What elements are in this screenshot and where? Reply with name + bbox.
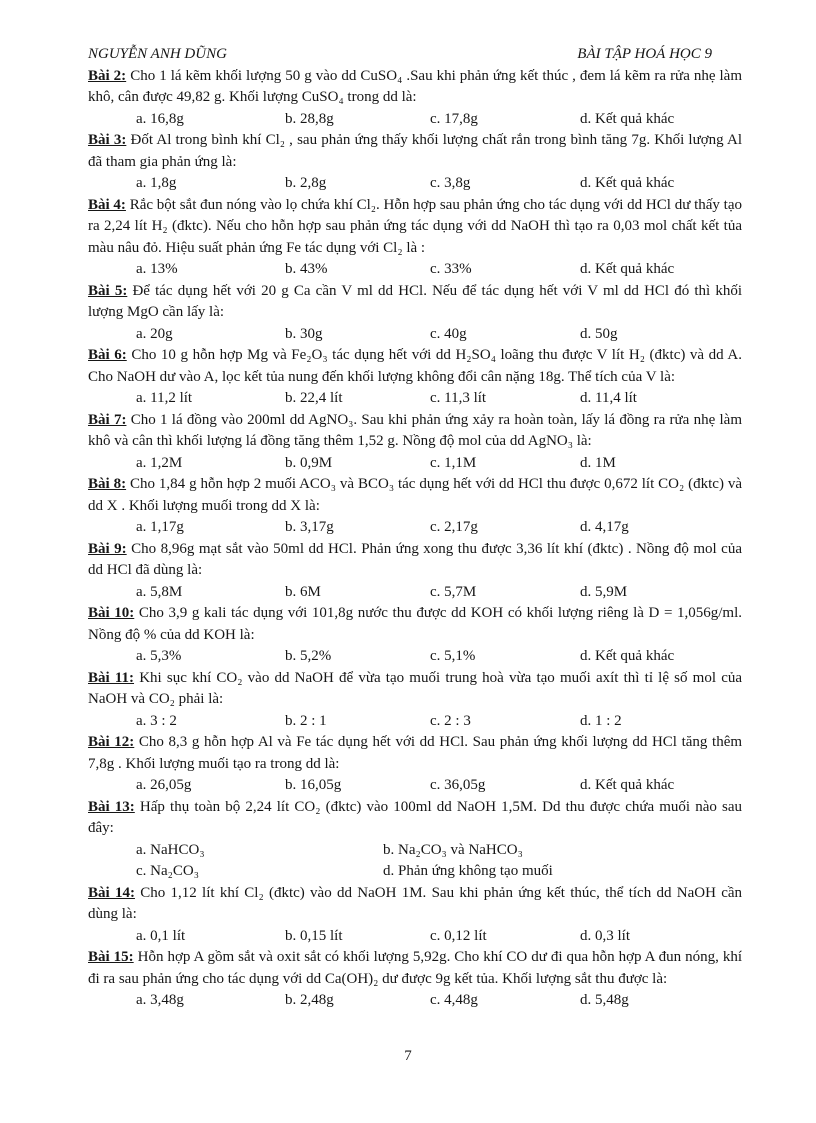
option-d: d. 0,3 lít bbox=[580, 927, 631, 944]
option-c: c. 0,12 lít bbox=[430, 927, 487, 944]
option-c: c. 40g bbox=[430, 325, 467, 342]
option-c: c. 5,1% bbox=[430, 648, 476, 664]
option-c: c. 11,3 lít bbox=[430, 390, 487, 406]
option-c: c. 1,1M bbox=[430, 454, 477, 471]
option-c: c. 36,05g bbox=[430, 777, 486, 793]
option-d: d. Kết quả khác bbox=[580, 175, 675, 191]
document-header bbox=[88, 44, 742, 66]
option-b: b. 0,15 lít bbox=[285, 927, 343, 944]
problem-label: Bài 7: bbox=[88, 411, 127, 428]
options-row bbox=[88, 324, 742, 346]
problem-text bbox=[88, 345, 742, 388]
problem-body: Để tác dụng hết với 20 g Ca cần V ml dd HCl. Nếu để tác dụng hết với V ml dd HCl đó thì khối lượng MgO cần lấy là: bbox=[88, 282, 743, 320]
option-d: d. 4,17g bbox=[580, 519, 629, 535]
options-row bbox=[88, 926, 742, 948]
problem-body: Cho 3,9 g kali tác dụng với 101,8g nước thu được dd KOH có khối lượng riêng là D = 1,056g/ml. Nồng độ % của dd KOH là: bbox=[88, 605, 743, 643]
problem-text bbox=[88, 195, 742, 260]
option-d: d. 50g bbox=[580, 325, 618, 342]
options-row bbox=[88, 582, 742, 604]
option-b: b. 2,8g bbox=[285, 175, 327, 191]
problem-body: Cho 1,84 g hỗn hợp 2 muối ACO₃ và BCO₃ tác dụng hết với dd HCl thu được 0,672 lít CO₂ (đktc) và dd X . Khối lượng muối trong dd X là: bbox=[88, 476, 743, 514]
problem-label: Bài 14: bbox=[88, 884, 135, 901]
option-c: c. 5,7M bbox=[430, 583, 477, 600]
header-author: NGUYỄN ANH DŨNG bbox=[88, 46, 227, 62]
problem-3 bbox=[88, 130, 742, 195]
options-row bbox=[88, 840, 742, 862]
problem-9 bbox=[88, 539, 742, 604]
option-b: b. 0,9M bbox=[285, 454, 333, 471]
option-d: d. Phản ứng không tạo muối bbox=[383, 863, 553, 879]
problem-label: Bài 13: bbox=[88, 798, 135, 815]
option-a: a. 1,8g bbox=[136, 175, 177, 191]
problem-body: Cho 1 lá kẽm khối lượng 50 g vào dd CuSO₄ .Sau khi phản ứng kết thúc , đem lá kẽm ra rửa nhẹ làm khô, cân được 49,82 g. Khối lượng CuSO₄ trong dd là: bbox=[88, 67, 743, 105]
options-row bbox=[88, 109, 742, 131]
options-row bbox=[88, 646, 742, 668]
option-c: c. 17,8g bbox=[430, 110, 478, 127]
option-d: d. 11,4 lít bbox=[580, 390, 637, 406]
options-row bbox=[88, 388, 742, 410]
option-b: b. 2 : 1 bbox=[285, 712, 327, 729]
problem-body: Khi sục khí CO₂ vào dd NaOH để vừa tạo muối trung hoà vừa tạo muối axít thì tỉ lệ số mol của NaOH và CO₂ phải là: bbox=[88, 669, 743, 707]
problem-14 bbox=[88, 883, 742, 948]
problem-label: Bài 12: bbox=[88, 734, 135, 750]
problem-body: Hấp thụ toàn bộ 2,24 lít CO₂ (đktc) vào 100ml dd NaOH 1,5M. Dd thu được chứa muối nào sau đây: bbox=[88, 798, 742, 836]
problem-body: Cho 8,96g mạt sắt vào 50ml dd HCl. Phản ứng xong thu được 3,36 lít khí (đktc) . Nồng độ mol của dd HCl đã dùng là: bbox=[88, 540, 742, 578]
problem-7 bbox=[88, 410, 742, 475]
problem-11 bbox=[88, 668, 742, 733]
option-d: d. 1M bbox=[580, 454, 616, 471]
option-d: d. 1 : 2 bbox=[580, 712, 622, 729]
option-b: b. Na₂CO₃ và NaHCO₃ bbox=[383, 841, 523, 858]
option-c: c. 4,48g bbox=[430, 992, 478, 1008]
page-content bbox=[88, 44, 742, 1012]
option-a: a. 11,2 lít bbox=[136, 390, 193, 406]
option-d: d. Kết quả khác bbox=[580, 648, 675, 664]
option-b: b. 43% bbox=[285, 261, 328, 277]
option-a: a. 0,1 lít bbox=[136, 927, 186, 944]
problem-body: Rắc bột sắt đun nóng vào lọ chứa khí Cl₂. Hỗn hợp sau phản ứng cho tác dụng với dd HCl dư thấy tạo ra 2,24 lít H₂ (đktc). Nếu cho hỗn hợp sau phản ứng tác dụng với dd NaOH thì tạo ra 0,03 mol chất kết tủa màu nâu đỏ. Hiệu suất phản ứng Fe tác dụng với Cl₂ là : bbox=[88, 196, 742, 256]
option-b: b. 30g bbox=[285, 325, 323, 342]
options-row bbox=[88, 775, 742, 797]
problem-label: Bài 11: bbox=[88, 669, 135, 686]
option-a: a. 5,3% bbox=[136, 648, 182, 664]
problem-label: Bài 5: bbox=[88, 282, 128, 299]
option-c: c. 3,8g bbox=[430, 175, 471, 191]
option-d: d. Kết quả khác bbox=[580, 110, 675, 127]
problem-13 bbox=[88, 797, 742, 883]
option-d: d. 5,48g bbox=[580, 992, 629, 1008]
option-b: b. 3,17g bbox=[285, 519, 334, 535]
problem-label: Bài 8: bbox=[88, 476, 127, 492]
problem-label: Bài 15: bbox=[88, 949, 134, 965]
option-b: b. 2,48g bbox=[285, 992, 334, 1008]
problem-body: Cho 8,3 g hỗn hợp Al và Fe tác dụng hết với dd HCl. Sau phản ứng khối lượng dd HCl tăng thêm 7,8g . Khối lượng muối tạo ra trong dd là: bbox=[88, 734, 743, 772]
problem-12 bbox=[88, 732, 742, 797]
option-d: d. Kết quả khác bbox=[580, 261, 675, 277]
problem-body: Cho 1,12 lít khí Cl₂ (đktc) vào dd NaOH 1M. Sau khi phản ứng kết thúc, thể tích dd NaOH cần dùng là: bbox=[88, 884, 743, 922]
option-d: d. 5,9M bbox=[580, 583, 628, 600]
options-row bbox=[88, 173, 742, 195]
option-b: b. 6M bbox=[285, 583, 321, 600]
problem-text bbox=[88, 474, 742, 517]
problem-text bbox=[88, 130, 742, 173]
option-c: c. 2 : 3 bbox=[430, 712, 471, 729]
problem-label: Bài 10: bbox=[88, 605, 135, 621]
problem-text bbox=[88, 603, 742, 646]
problem-label: Bài 6: bbox=[88, 347, 127, 363]
problem-10 bbox=[88, 603, 742, 668]
problem-text bbox=[88, 732, 742, 775]
option-c: c. 2,17g bbox=[430, 519, 478, 535]
option-a: a. 20g bbox=[136, 325, 173, 342]
problem-body: Hỗn hợp A gồm sắt và oxit sắt có khối lượng 5,92g. Cho khí CO dư đi qua hỗn hợp A đun nóng, khí đi ra sau phản ứng cho tác dụng với dd Ca(OH)₂ dư được 9g kết tủa. Khối lượng sắt thu được là: bbox=[88, 949, 743, 987]
problem-text bbox=[88, 883, 742, 926]
problem-15 bbox=[88, 947, 742, 1012]
problem-label: Bài 4: bbox=[88, 196, 126, 213]
problem-2 bbox=[88, 66, 742, 131]
options-row bbox=[88, 990, 742, 1012]
problem-4 bbox=[88, 195, 742, 281]
problem-text bbox=[88, 668, 742, 711]
option-a: a. 5,8M bbox=[136, 583, 183, 600]
problem-text bbox=[88, 281, 742, 324]
problem-8 bbox=[88, 474, 742, 539]
problem-text bbox=[88, 410, 742, 453]
option-b: b. 28,8g bbox=[285, 110, 334, 127]
option-c: c. Na₂CO₃ bbox=[136, 863, 199, 879]
problem-body: Cho 10 g hỗn hợp Mg và Fe₂O₃ tác dụng hết với dd H₂SO₄ loãng thu được V lít H₂ (đktc) và dd A. Cho NaOH dư vào A, lọc kết tủa nung đến khối lượng không đổi cân nặng 18g. Thể tích của V là: bbox=[88, 347, 742, 385]
header-title: BÀI TẬP HOÁ HỌC 9 bbox=[577, 46, 712, 62]
option-b: b. 22,4 lít bbox=[285, 390, 343, 406]
options-row bbox=[88, 517, 742, 539]
problem-text bbox=[88, 947, 742, 990]
option-a: a. 1,17g bbox=[136, 519, 184, 535]
option-a: a. 3,48g bbox=[136, 992, 184, 1008]
option-a: a. 16,8g bbox=[136, 110, 184, 127]
option-a: a. 3 : 2 bbox=[136, 712, 177, 729]
page-number: 7 bbox=[404, 1048, 412, 1064]
option-a: a. 13% bbox=[136, 261, 178, 277]
option-d: d. Kết quả khác bbox=[580, 777, 675, 793]
problem-label: Bài 2: bbox=[88, 67, 127, 84]
option-c: c. 33% bbox=[430, 261, 472, 277]
problem-6 bbox=[88, 345, 742, 410]
problem-text bbox=[88, 539, 742, 582]
option-b: b. 5,2% bbox=[285, 648, 332, 664]
options-row bbox=[88, 711, 742, 733]
problem-label: Bài 9: bbox=[88, 540, 127, 557]
option-a: a. NaHCO₃ bbox=[136, 841, 205, 858]
problem-5 bbox=[88, 281, 742, 346]
option-a: a. 1,2M bbox=[136, 454, 183, 471]
problem-text bbox=[88, 797, 742, 840]
problem-body: Cho 1 lá đồng vào 200ml dd AgNO₃. Sau khi phản ứng xảy ra hoàn toàn, lấy lá đồng ra rửa nhẹ làm khô và cân thì khối lượng lá đồng tăng thêm 1,52 g. Nồng độ mol của dd AgNO₃ là: bbox=[88, 411, 742, 449]
problem-label: Bài 3: bbox=[88, 132, 127, 148]
options-row bbox=[88, 259, 742, 281]
option-a: a. 26,05g bbox=[136, 777, 192, 793]
problem-body: Đốt Al trong bình khí Cl₂ , sau phản ứng thấy khối lượng chất rắn trong bình tăng 7g. Khối lượng Al đã tham gia phản ứng là: bbox=[88, 132, 742, 170]
options-row bbox=[88, 453, 742, 475]
options-row bbox=[88, 861, 742, 883]
option-b: b. 16,05g bbox=[285, 777, 342, 793]
problem-text bbox=[88, 66, 742, 109]
